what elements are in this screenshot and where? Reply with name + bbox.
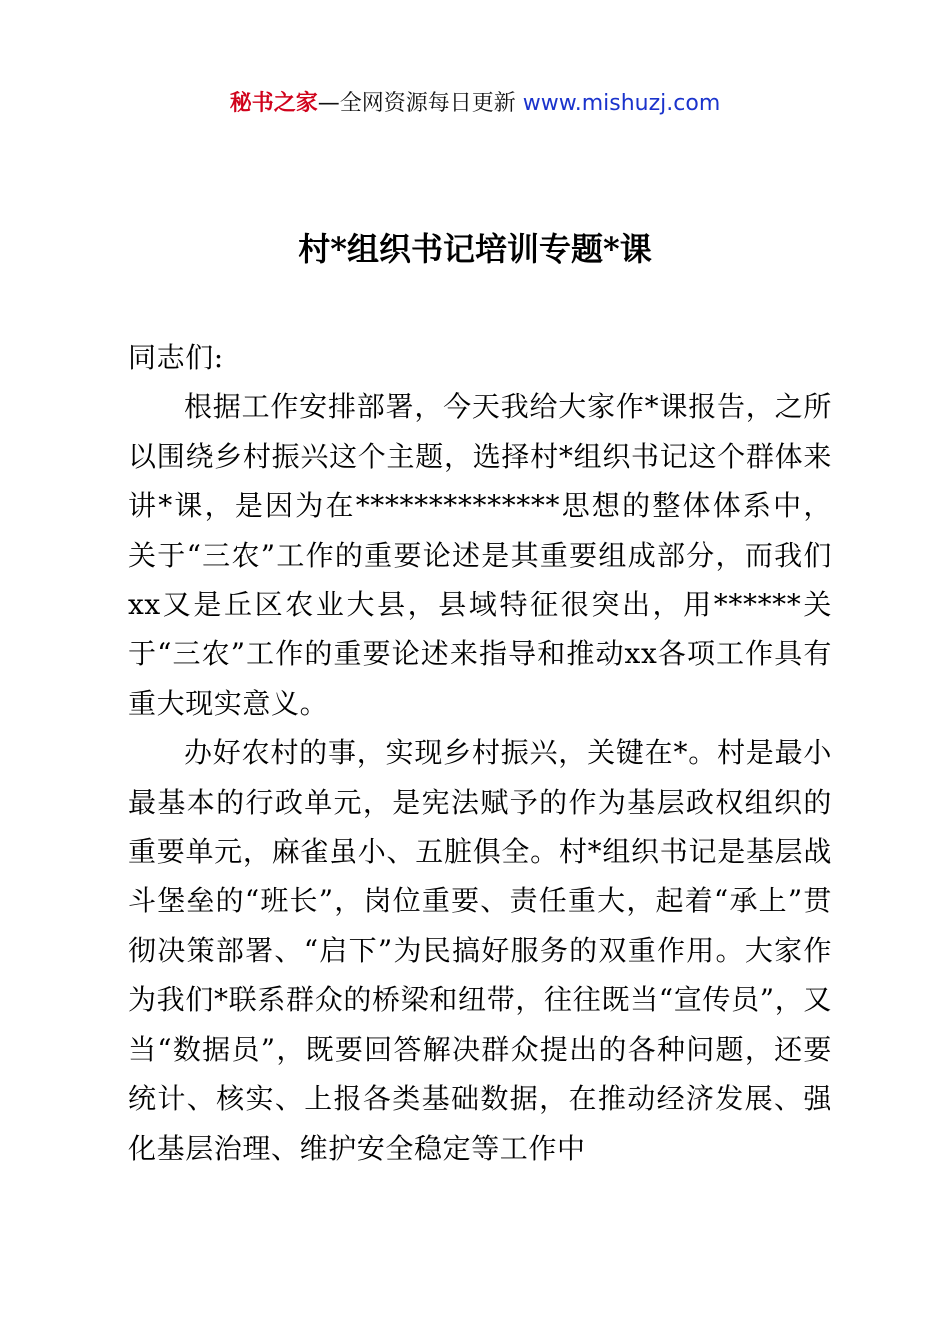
header-tagline: —全网资源每日更新 xyxy=(317,91,523,116)
document-title: 村*组织书记培训专题*课 xyxy=(298,230,652,268)
paragraph: 办好农村的事，实现乡村振兴，关键在*。村是最小最基本的行政单元，是宪法赋予的作为基层政权组织的重要单元，麻雀虽小、五脏俱全。村*组织书记是基层战斗堡垒的“班长”，岗位重要、责任重大，起着“承上”贯彻决策部署、“启下”为民搞好服务的双重作用。大家作为我们*联系群众的桥梁和纽带，往往既当“宣传员”，又当“数据员”，既要回答解决群众提出的各种问题，还要统计、核实、上报各类基础数据，在推动经济发展、强化基层治理、维护安全稳定等工作中 xyxy=(128,736,832,1165)
salutation: 同志们: xyxy=(128,341,224,374)
paragraph: 根据工作安排部署，今天我给大家作*课报告，之所以围绕乡村振兴这个主题，选择村*组织书记这个群体来讲*课，是因为在**************思想的整体体系中，关于“三农”工作的重要论述是其重要组成部分，而我们xx又是丘区农业大县，县域特征很突出，用******关于“三农”工作的重要论述来指导和推动xx各项工作具有重大现实意义。 xyxy=(128,390,832,720)
header-url-link[interactable]: www.mishuzj.com xyxy=(522,91,721,116)
page-header xyxy=(0,86,950,122)
document-body xyxy=(128,333,832,1173)
brand-name: 秘书之家 xyxy=(229,91,318,116)
